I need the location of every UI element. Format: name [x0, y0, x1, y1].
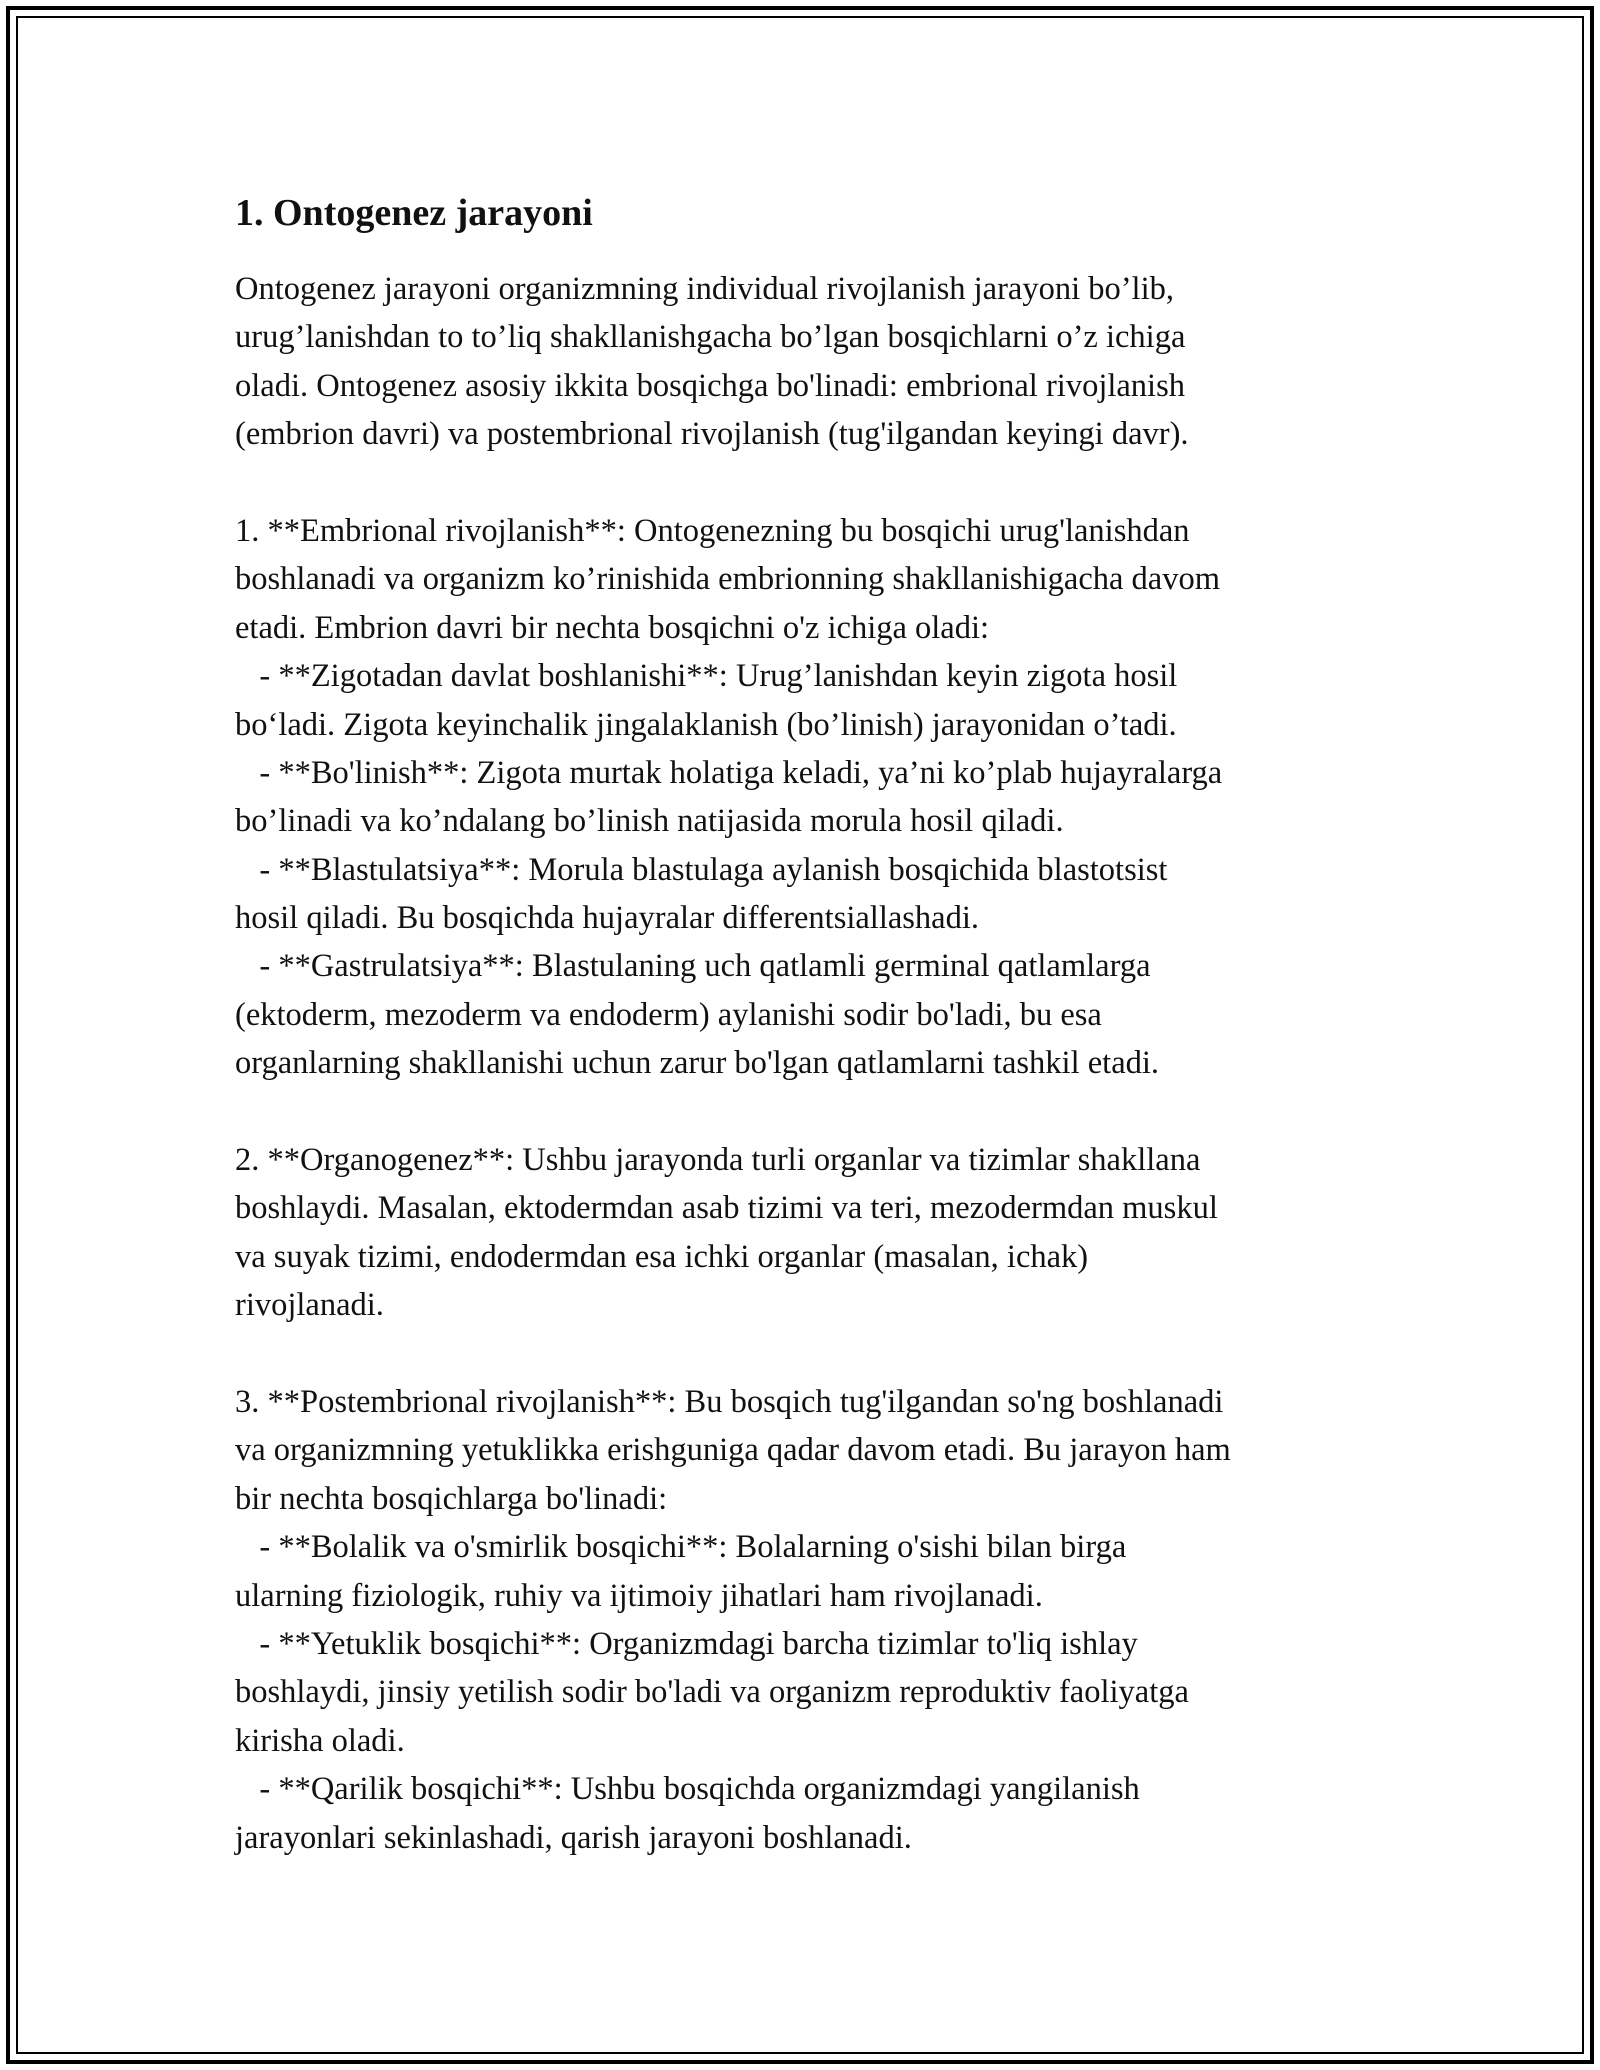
text-line: bo‘ladi. Zigota keyinchalik jingalaklanish (bo’linish) jarayonidan o’tadi.: [235, 706, 1177, 743]
text-line: urug’lanishdan to to’liq shakllanishgacha bo’lgan bosqichlarni o’z ichiga: [235, 319, 1186, 356]
text-line: bir nechta bosqichlarga bo'linadi:: [235, 1480, 668, 1517]
text-line: organlarning shakllanishi uchun zarur bo'lgan qatlamlarni tashkil etadi.: [235, 1045, 1160, 1082]
text-line: etadi. Embrion davri bir nechta bosqichni o'z ichiga oladi:: [235, 609, 990, 646]
text-line: - **Qarilik bosqichi**: Ushbu bosqichda organizmdagi yangilanish: [235, 1771, 1140, 1808]
document-title: 1. Ontogenez jarayoni: [235, 192, 593, 234]
text-line: 1. **Embrional rivojlanish**: Ontogenezning bu bosqichi urug'lanishdan: [235, 512, 1190, 549]
text-line: - **Yetuklik bosqichi**: Organizmdagi barcha tizimlar to'liq ishlay: [235, 1625, 1138, 1662]
blank-line: [235, 459, 1375, 507]
text-line: (ektoderm, mezoderm va endoderm) aylanishi sodir bo'ladi, bu esa: [235, 996, 1102, 1033]
document-body: [235, 183, 1375, 1862]
text-line: - **Blastulatsiya**: Morula blastulaga aylanish bosqichida blastotsist: [235, 851, 1168, 888]
text-line: jarayonlari sekinlashadi, qarish jarayoni boshlanadi.: [235, 1819, 912, 1856]
text-line: - **Bo'linish**: Zigota murtak holatiga keladi, ya’ni ko’plab hujayralarga: [235, 754, 1223, 791]
text-line: 3. **Postembrional rivojlanish**: Bu bosqich tug'ilgandan so'ng boshlanadi: [235, 1383, 1224, 1420]
text-line: bo’linadi va ko’ndalang bo’linish natijasida morula hosil qiladi.: [235, 803, 1064, 840]
text-line: - **Zigotadan davlat boshlanishi**: Urug’lanishdan keyin zigota hosil: [235, 658, 1178, 695]
text-line: va organizmning yetuklikka erishguniga qadar davom etadi. Bu jarayon ham: [235, 1432, 1231, 1469]
text-line: va suyak tizimi, endodermdan esa ichki organlar (masalan, ichak): [235, 1238, 1089, 1275]
text-line: 2. **Organogenez**: Ushbu jarayonda turli organlar va tizimlar shakllana: [235, 1142, 1201, 1179]
text-line: rivojlanadi.: [235, 1287, 384, 1324]
text-line: (embrion davri) va postembrional rivojlanish (tug'ilgandan keyingi davr).: [235, 416, 1189, 453]
document-text: [235, 265, 1375, 1862]
text-line: hosil qiladi. Bu bosqichda hujayralar differentsiallashadi.: [235, 900, 980, 937]
text-line: boshlaydi. Masalan, ektodermdan asab tizimi va teri, mezodermdan muskul: [235, 1190, 1218, 1227]
text-line: ularning fiziologik, ruhiy va ijtimoiy jihatlari ham rivojlanadi.: [235, 1577, 1043, 1614]
text-line: - **Gastrulatsiya**: Blastulaning uch qatlamli germinal qatlamlarga: [235, 948, 1151, 985]
blank-line: [235, 1088, 1375, 1136]
text-line: boshlanadi va organizm ko’rinishida embrionning shakllanishigacha davom: [235, 561, 1221, 598]
text-line: Ontogenez jarayoni organizmning individual rivojlanish jarayoni bo’lib,: [235, 271, 1174, 307]
text-line: oladi. Ontogenez asosiy ikkita bosqichga bo'linadi: embrional rivojlanish: [235, 367, 1185, 404]
text-line: boshlaydi, jinsiy yetilish sodir bo'ladi va organizm reproduktiv faoliyatga: [235, 1674, 1189, 1711]
text-line: - **Bolalik va o'smirlik bosqichi**: Bolalarning o'sishi bilan birga: [235, 1529, 1127, 1566]
text-line: kirisha oladi.: [235, 1722, 405, 1759]
blank-line: [235, 1330, 1375, 1378]
